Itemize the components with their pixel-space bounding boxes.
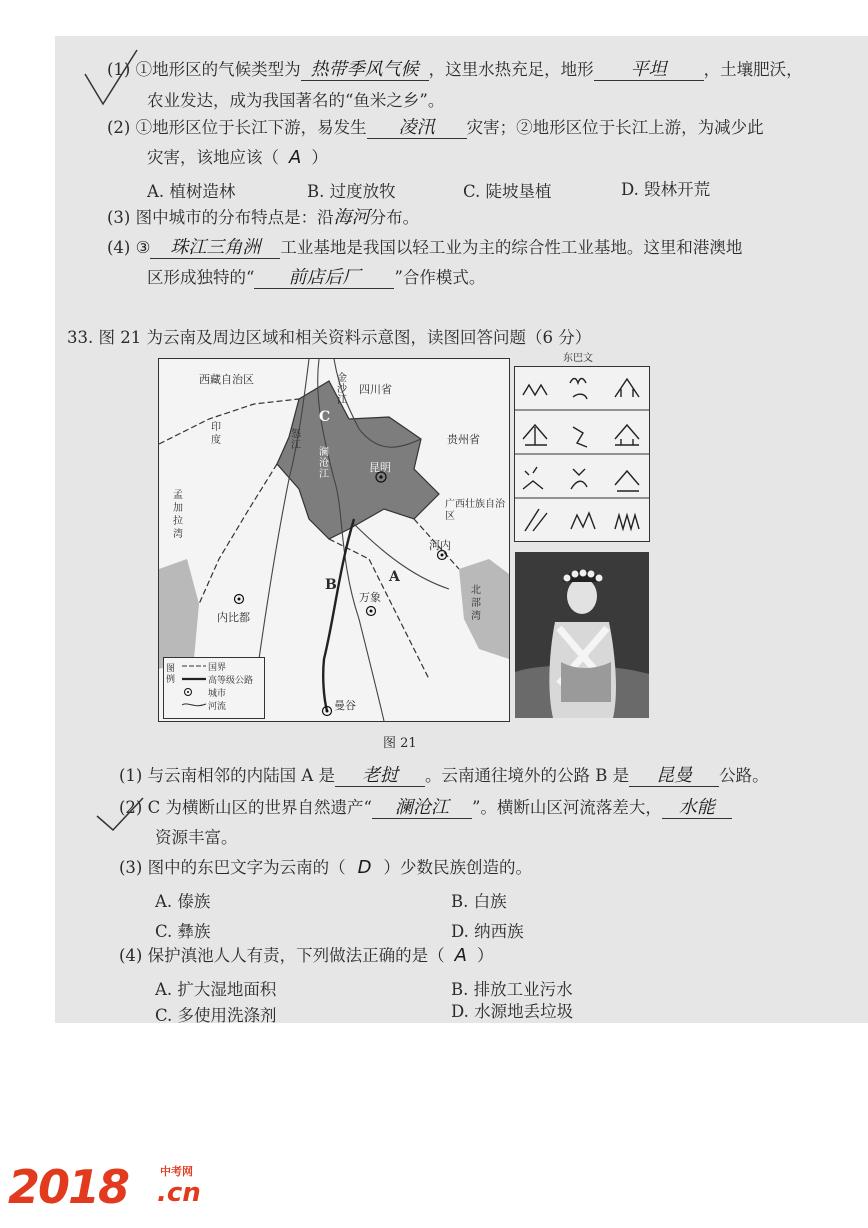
check-mark-icon	[81, 46, 141, 106]
legend-river: 河流	[208, 702, 227, 712]
exam-page-photo	[55, 36, 868, 1023]
map-legend	[163, 657, 265, 719]
q32-p1-line2: 农业发达，成为我国著名的“鱼米之乡”。	[147, 91, 445, 110]
logo-number: 2018	[8, 1160, 129, 1214]
label-letter-a: A	[389, 569, 400, 585]
label-bay-of-bengal: 孟加拉湾	[173, 490, 183, 540]
answer-choice-q32: A	[289, 147, 302, 168]
legend-border: 国界	[208, 663, 227, 673]
legend-title: 图例	[166, 664, 176, 685]
legend-highway: 高等级公路	[208, 676, 254, 686]
q32-p2-line2: 灾害，该地应该（ A ）	[147, 147, 328, 168]
yunnan-province	[277, 381, 439, 539]
label-bangkok: 曼谷	[334, 699, 356, 712]
label-jinsha: 金沙江	[337, 373, 347, 406]
answer-inland-country: 老挝	[335, 766, 425, 787]
label-beibu: 北部湾	[471, 585, 481, 622]
label-hanoi: 河内	[429, 539, 451, 552]
yunnan-map	[158, 358, 510, 722]
q33-s2-line1: (2) C 为横断山区的世界自然遗产“ 澜沧江 ”。横断山区河流落差大， 水能	[119, 798, 732, 819]
answer-heritage: 澜沧江	[372, 798, 472, 819]
q32-option-b: B. 过度放牧	[307, 182, 396, 201]
q32-p4-line2: 区形成独特的“ 前店后厂 ”合作模式。	[147, 267, 486, 288]
q33-s2-line2: 资源丰富。	[155, 828, 238, 847]
label-letter-b: B	[325, 577, 337, 593]
label-nu: 怒江	[291, 429, 301, 451]
dongba-title: 东巴文	[563, 353, 593, 364]
q32-p1-line1: (1) ①地形区的气候类型为 热带季风气候 ，这里水热充足，地形 平坦 ，土壤肥沃，	[107, 59, 803, 80]
portrait-illustration	[515, 552, 649, 718]
q33-s3-option-b: B. 白族	[451, 892, 507, 911]
answer-dianchi: A	[454, 945, 467, 966]
q33-title: 33. 图 21 为云南及周边区域和相关资料示意图，读图回答问题（6 分）	[67, 328, 592, 347]
q32-p2-line1: (2) ①地形区位于长江下游，易发生 凌汛 灾害；②地形区位于长江上游，为减少此	[107, 117, 764, 138]
answer-industrial-base: 珠江三角洲	[150, 238, 280, 259]
q33-s3-option-d: D. 纳西族	[451, 922, 524, 941]
sea-beibu-gulf	[459, 559, 509, 659]
border-line-2	[199, 464, 277, 604]
check-mark-icon-2	[95, 794, 145, 834]
legend-symbols	[180, 658, 208, 714]
label-tibet: 西藏自治区	[199, 373, 254, 386]
answer-cooperation-mode: 前店后厂	[254, 268, 394, 289]
label-guizhou: 贵州省	[447, 433, 480, 446]
logo-site-name: 中考网	[160, 1165, 193, 1178]
answer-disaster: 凌汛	[367, 118, 467, 139]
naxi-woman-photo	[515, 552, 649, 718]
q32-option-c: C. 陡坡垦植	[463, 182, 552, 201]
dongba-script-panel	[514, 353, 650, 542]
city-naypyidaw	[235, 595, 244, 604]
dongba-glyphs	[515, 367, 649, 541]
legend-city: 城市	[208, 689, 227, 699]
label-guangxi: 广西壮族自治区	[445, 499, 505, 522]
border-line-1	[159, 399, 299, 444]
q33-s1-line: (1) 与云南相邻的内陆国 A 是 老挝 。云南通往境外的公路 B 是 昆曼 公路。	[119, 765, 769, 786]
q33-s4-line: (4) 保护滇池人人有责，下列做法正确的是（ A ）	[119, 945, 494, 966]
answer-ethnic-group: D	[357, 857, 372, 878]
label-india: 印度	[211, 422, 221, 446]
label-letter-c: C	[319, 409, 331, 425]
q32-option-a: A. 植树造林	[147, 182, 236, 201]
q33-s3-line: (3) 图中的东巴文字为云南的（ D ）少数民族创造的。	[119, 857, 532, 878]
river-red	[354, 524, 449, 589]
city-vientiane	[367, 607, 376, 616]
q32-p4-line1: (4) ③ 珠江三角洲 工业基地是我国以轻工业为主的综合性工业基地。这里和港澳地	[107, 237, 743, 258]
label-kunming: 昆明	[369, 461, 391, 474]
label-lancang: 澜沧江	[319, 447, 329, 480]
q33-s4-option-b: B. 排放工业污水	[451, 980, 573, 999]
figure-caption: 图 21	[383, 736, 417, 751]
answer-river: 海河	[333, 207, 370, 228]
highway-b	[323, 519, 354, 711]
label-sichuan: 四川省	[359, 383, 392, 396]
q33-s3-option-c: C. 彝族	[155, 922, 211, 941]
sea-bay-of-bengal	[159, 559, 199, 669]
label-naypyidaw: 内比都	[217, 611, 250, 624]
logo-domain: .cn	[157, 1178, 201, 1208]
q33-s3-option-a: A. 傣族	[155, 892, 211, 911]
site-logo	[8, 1160, 218, 1214]
q33-s4-option-a: A. 扩大湿地面积	[155, 980, 277, 999]
answer-climate: 热带季风气候	[301, 60, 429, 81]
answer-terrain: 平坦	[594, 60, 704, 81]
label-vientiane: 万象	[359, 591, 381, 604]
q33-s4-option-c: C. 多使用洗涤剂	[155, 1006, 277, 1023]
q33-s4-option-d: D. 水源地丢垃圾	[451, 1002, 574, 1021]
answer-highway: 昆曼	[629, 766, 719, 787]
q32-p3-line: (3) 图中城市的分布特点是：沿海河分布。	[107, 207, 420, 228]
answer-resource: 水能	[662, 798, 732, 819]
q32-option-d: D. 毁林开荒	[621, 180, 711, 199]
